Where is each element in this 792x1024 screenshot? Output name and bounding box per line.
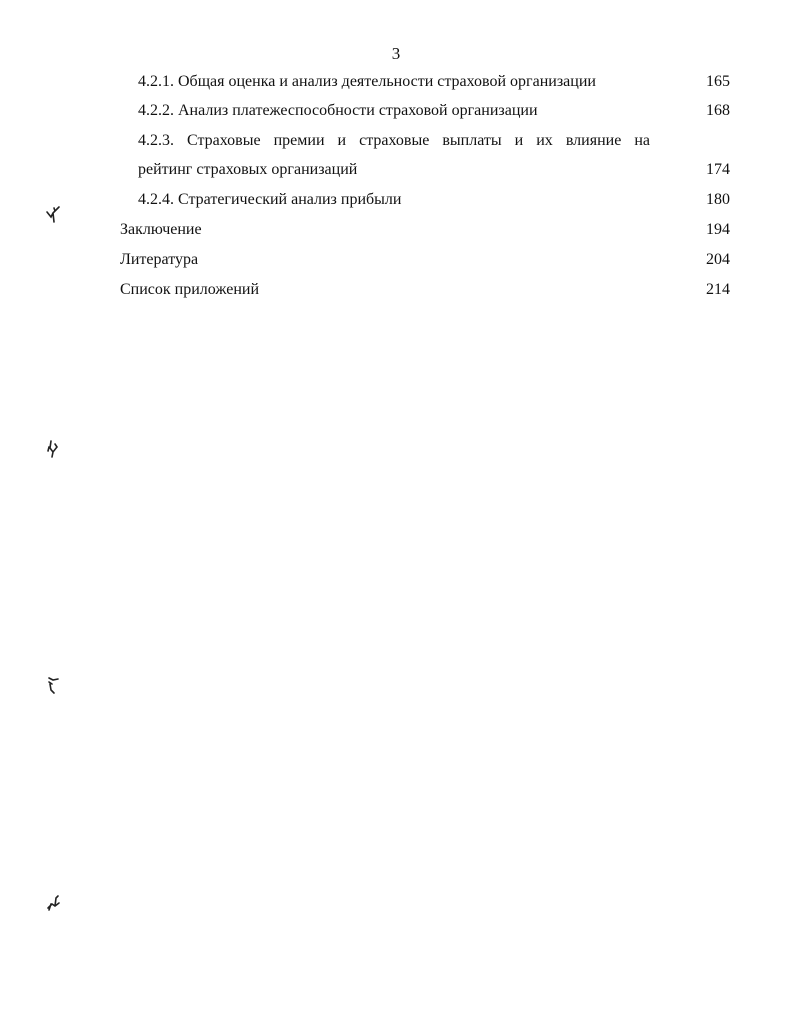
- toc-entry-title: Литература: [120, 251, 199, 268]
- toc-entry-title: Список приложений: [120, 281, 260, 298]
- toc-entry-page: 168: [706, 102, 730, 119]
- toc-entry-title: 4.2.2. Анализ платежеспособности страховой организации: [138, 102, 538, 119]
- scan-mark-3: [44, 674, 66, 698]
- page-number: 3: [391, 44, 401, 63]
- toc-entry-page: 204: [706, 251, 730, 268]
- toc-entry-page: 214: [706, 281, 730, 298]
- toc-entry-title-line1: 4.2.3. Страховые премии и страховые выплаты и их влияние на: [138, 132, 650, 149]
- scan-mark-1: [44, 204, 66, 226]
- toc-entry-title-line2: рейтинг страховых организаций: [138, 161, 358, 178]
- toc-entry-title: 4.2.1. Общая оценка и анализ деятельности страховой организации: [138, 73, 596, 90]
- toc-entry-page: 165: [706, 73, 730, 90]
- toc-entry-title: 4.2.4. Стратегический анализ прибыли: [138, 191, 402, 208]
- toc-entry-page: 194: [706, 221, 730, 238]
- toc-entry-page: 174: [706, 161, 730, 178]
- toc-entry-title: Заключение: [120, 221, 202, 238]
- toc-entry-page: 180: [706, 191, 730, 208]
- scan-mark-4: [44, 892, 68, 914]
- scan-mark-2: [44, 438, 64, 460]
